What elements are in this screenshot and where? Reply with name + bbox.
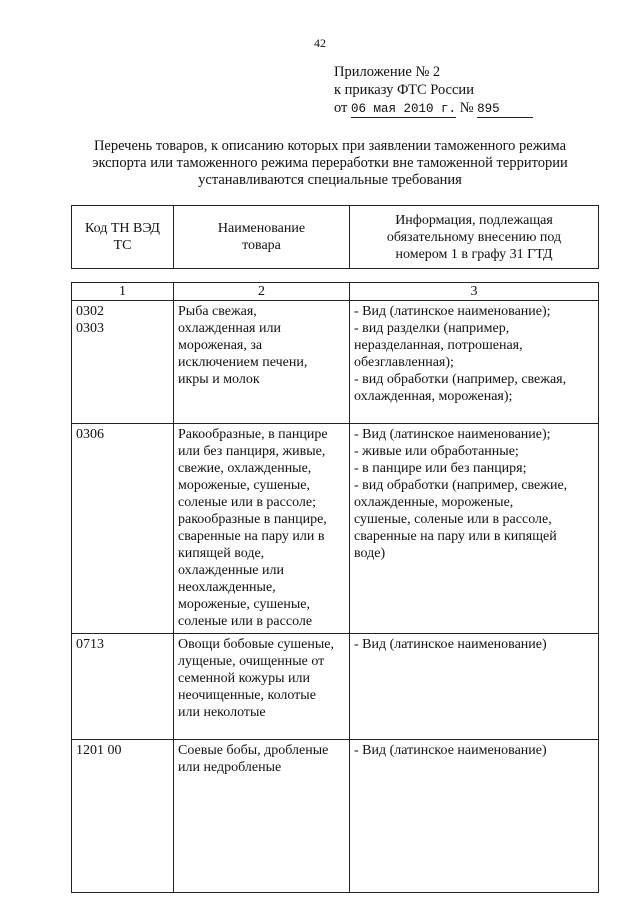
column-number: 3: [350, 283, 599, 301]
row-name: Рыба свежая, охлажденная или мороженая, за исключением печени, икры и молок: [174, 301, 350, 424]
document-title: [60, 138, 600, 189]
table-row: [72, 740, 599, 893]
row-info: - Вид (латинское наименование): [350, 634, 599, 740]
column-number: 1: [72, 283, 174, 301]
row-info: - Вид (латинское наименование); - вид разделки (например, неразделанная, потрошеная, обезглавленная); - вид обработки (например, свежая, охлажденная, мороженая);: [350, 301, 599, 424]
column-number: 2: [174, 283, 350, 301]
order-number: 895: [477, 102, 533, 118]
row-name: Овощи бобовые сушеные, лущеные, очищенные от семенной кожуры или неочищенные, колотые или неколотые: [174, 634, 350, 740]
page-number: 42: [314, 36, 326, 50]
appendix-number: Приложение № 2: [334, 64, 441, 80]
date-prefix: от: [334, 100, 348, 116]
title-line-3: устанавливаются специальные требования: [198, 172, 462, 188]
row-code: 0713: [72, 634, 174, 740]
table-header: [71, 205, 599, 269]
row-code: 1201 00: [72, 740, 174, 893]
row-name: Ракообразные, в панцире или без панциря, живые, свежие, охлажденные, мороженые, сушеные, соленые или в рассоле; ракообразные в панцире, сваренные на пару или в кипящей воде, охлажденные или неохлажденные, мороженые, сушеные, соленые или в рассоле: [174, 424, 350, 634]
title-line-2: экспорта или таможенного режима переработки вне таможенной территории: [92, 155, 568, 171]
column-number-row: [72, 283, 599, 301]
title-line-1: Перечень товаров, к описанию которых при заявлении таможенного режима: [93, 138, 567, 154]
header-name: Наименование товара: [174, 206, 350, 269]
order-date: 06 мая 2010 г.: [351, 102, 457, 116]
number-prefix: №: [459, 100, 474, 116]
appendix-header: [334, 63, 533, 118]
table-row: [72, 634, 599, 740]
header-row: [72, 206, 599, 269]
row-code: 0302 0303: [72, 301, 174, 424]
appendix-date-line: [334, 99, 533, 118]
table-row: [72, 424, 599, 634]
row-name: Соевые бобы, дробленые или недробленые: [174, 740, 350, 893]
header-code: Код ТН ВЭД ТС: [72, 206, 174, 269]
row-info: - Вид (латинское наименование): [350, 740, 599, 893]
row-code: 0306: [72, 424, 174, 634]
goods-table: [71, 282, 599, 893]
header-info: Информация, подлежащая обязательному внесению под номером 1 в графу 31 ГТД: [350, 206, 599, 269]
appendix-order-reference: к приказу ФТС России: [334, 82, 474, 98]
table-row: [72, 301, 599, 424]
row-info: - Вид (латинское наименование); - живые или обработанные; - в панцире или без панциря; - вид обработки (например, свежие, охлажденные, мороженые, сушеные, соленые или в рассоле, сваренные на пару или в кипящей воде): [350, 424, 599, 634]
